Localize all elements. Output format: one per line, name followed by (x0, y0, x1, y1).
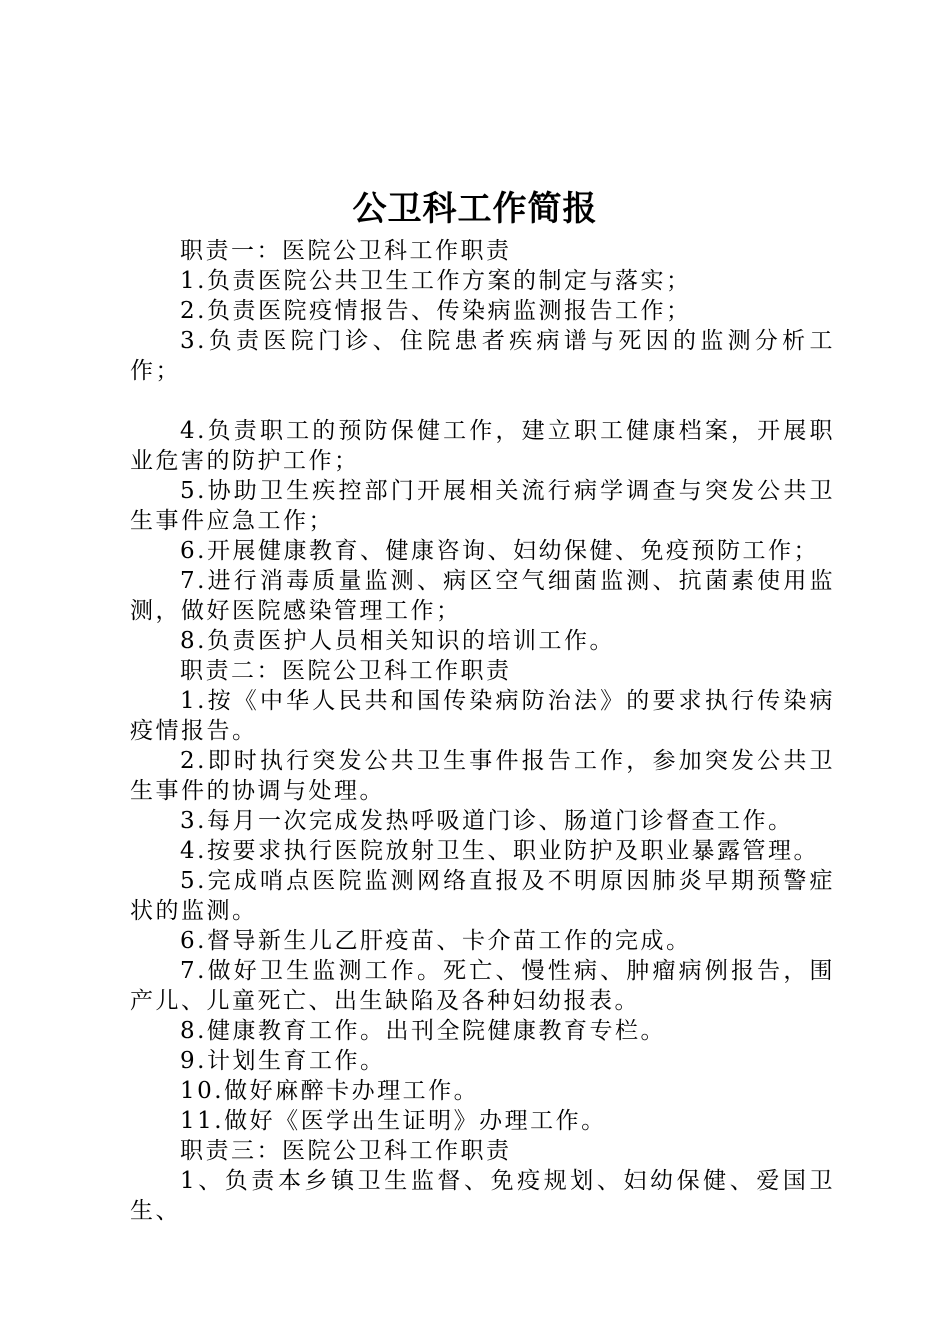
list-item: 4.按要求执行医院放射卫生、职业防护及职业暴露管理。 (180, 838, 819, 864)
list-item: 5.协助卫生疾控部门开展相关流行病学调查与突发公共卫生事件应急工作； (130, 478, 835, 534)
list-item: 6.督导新生儿乙肝疫苗、卡介苗工作的完成。 (180, 928, 692, 954)
list-item: 5.完成哨点医院监测网络直报及不明原因肺炎早期预警症状的监测。 (130, 868, 835, 924)
list-item: 11.做好《医学出生证明》办理工作。 (180, 1108, 607, 1134)
list-item: 1.负责医院公共卫生工作方案的制定与落实； (180, 268, 692, 294)
list-item: 7.进行消毒质量监测、病区空气细菌监测、抗菌素使用监测，做好医院感染管理工作； (130, 568, 835, 624)
section-heading: 职责一：医院公卫科工作职责 (180, 238, 512, 264)
list-item: 1、负责本乡镇卫生监督、免疫规划、妇幼保健、爱国卫生、 (130, 1168, 835, 1224)
list-item: 2.负责医院疫情报告、传染病监测报告工作； (180, 298, 692, 324)
list-item: 8.负责医护人员相关知识的培训工作。 (180, 628, 615, 654)
list-item: 1.按《中华人民共和国传染病防治法》的要求执行传染病疫情报告。 (130, 688, 835, 744)
list-item: 9.计划生育工作。 (180, 1048, 386, 1074)
document-title: 公卫科工作简报 (352, 189, 598, 229)
document-body (130, 236, 835, 1226)
list-item: 8.健康教育工作。出刊全院健康教育专栏。 (180, 1018, 666, 1044)
list-item: 2.即时执行突发公共卫生事件报告工作，参加突发公共卫生事件的协调与处理。 (130, 748, 835, 804)
list-item: 7.做好卫生监测工作。死亡、慢性病、肿瘤病例报告，围产儿、儿童死亡、出生缺陷及各种妇幼报表。 (130, 958, 835, 1014)
list-item: 4.负责职工的预防保健工作，建立职工健康档案，开展职业危害的防护工作； (130, 418, 835, 474)
list-item: 6.开展健康教育、健康咨询、妇幼保健、免疫预防工作； (180, 538, 819, 564)
list-item: 3.每月一次完成发热呼吸道门诊、肠道门诊督查工作。 (180, 808, 794, 834)
section-heading: 职责二：医院公卫科工作职责 (180, 658, 512, 684)
list-item: 3.负责医院门诊、住院患者疾病谱与死因的监测分析工作； (130, 328, 835, 384)
section-heading: 职责三：医院公卫科工作职责 (180, 1138, 512, 1164)
list-item: 10.做好麻醉卡办理工作。 (180, 1078, 480, 1104)
